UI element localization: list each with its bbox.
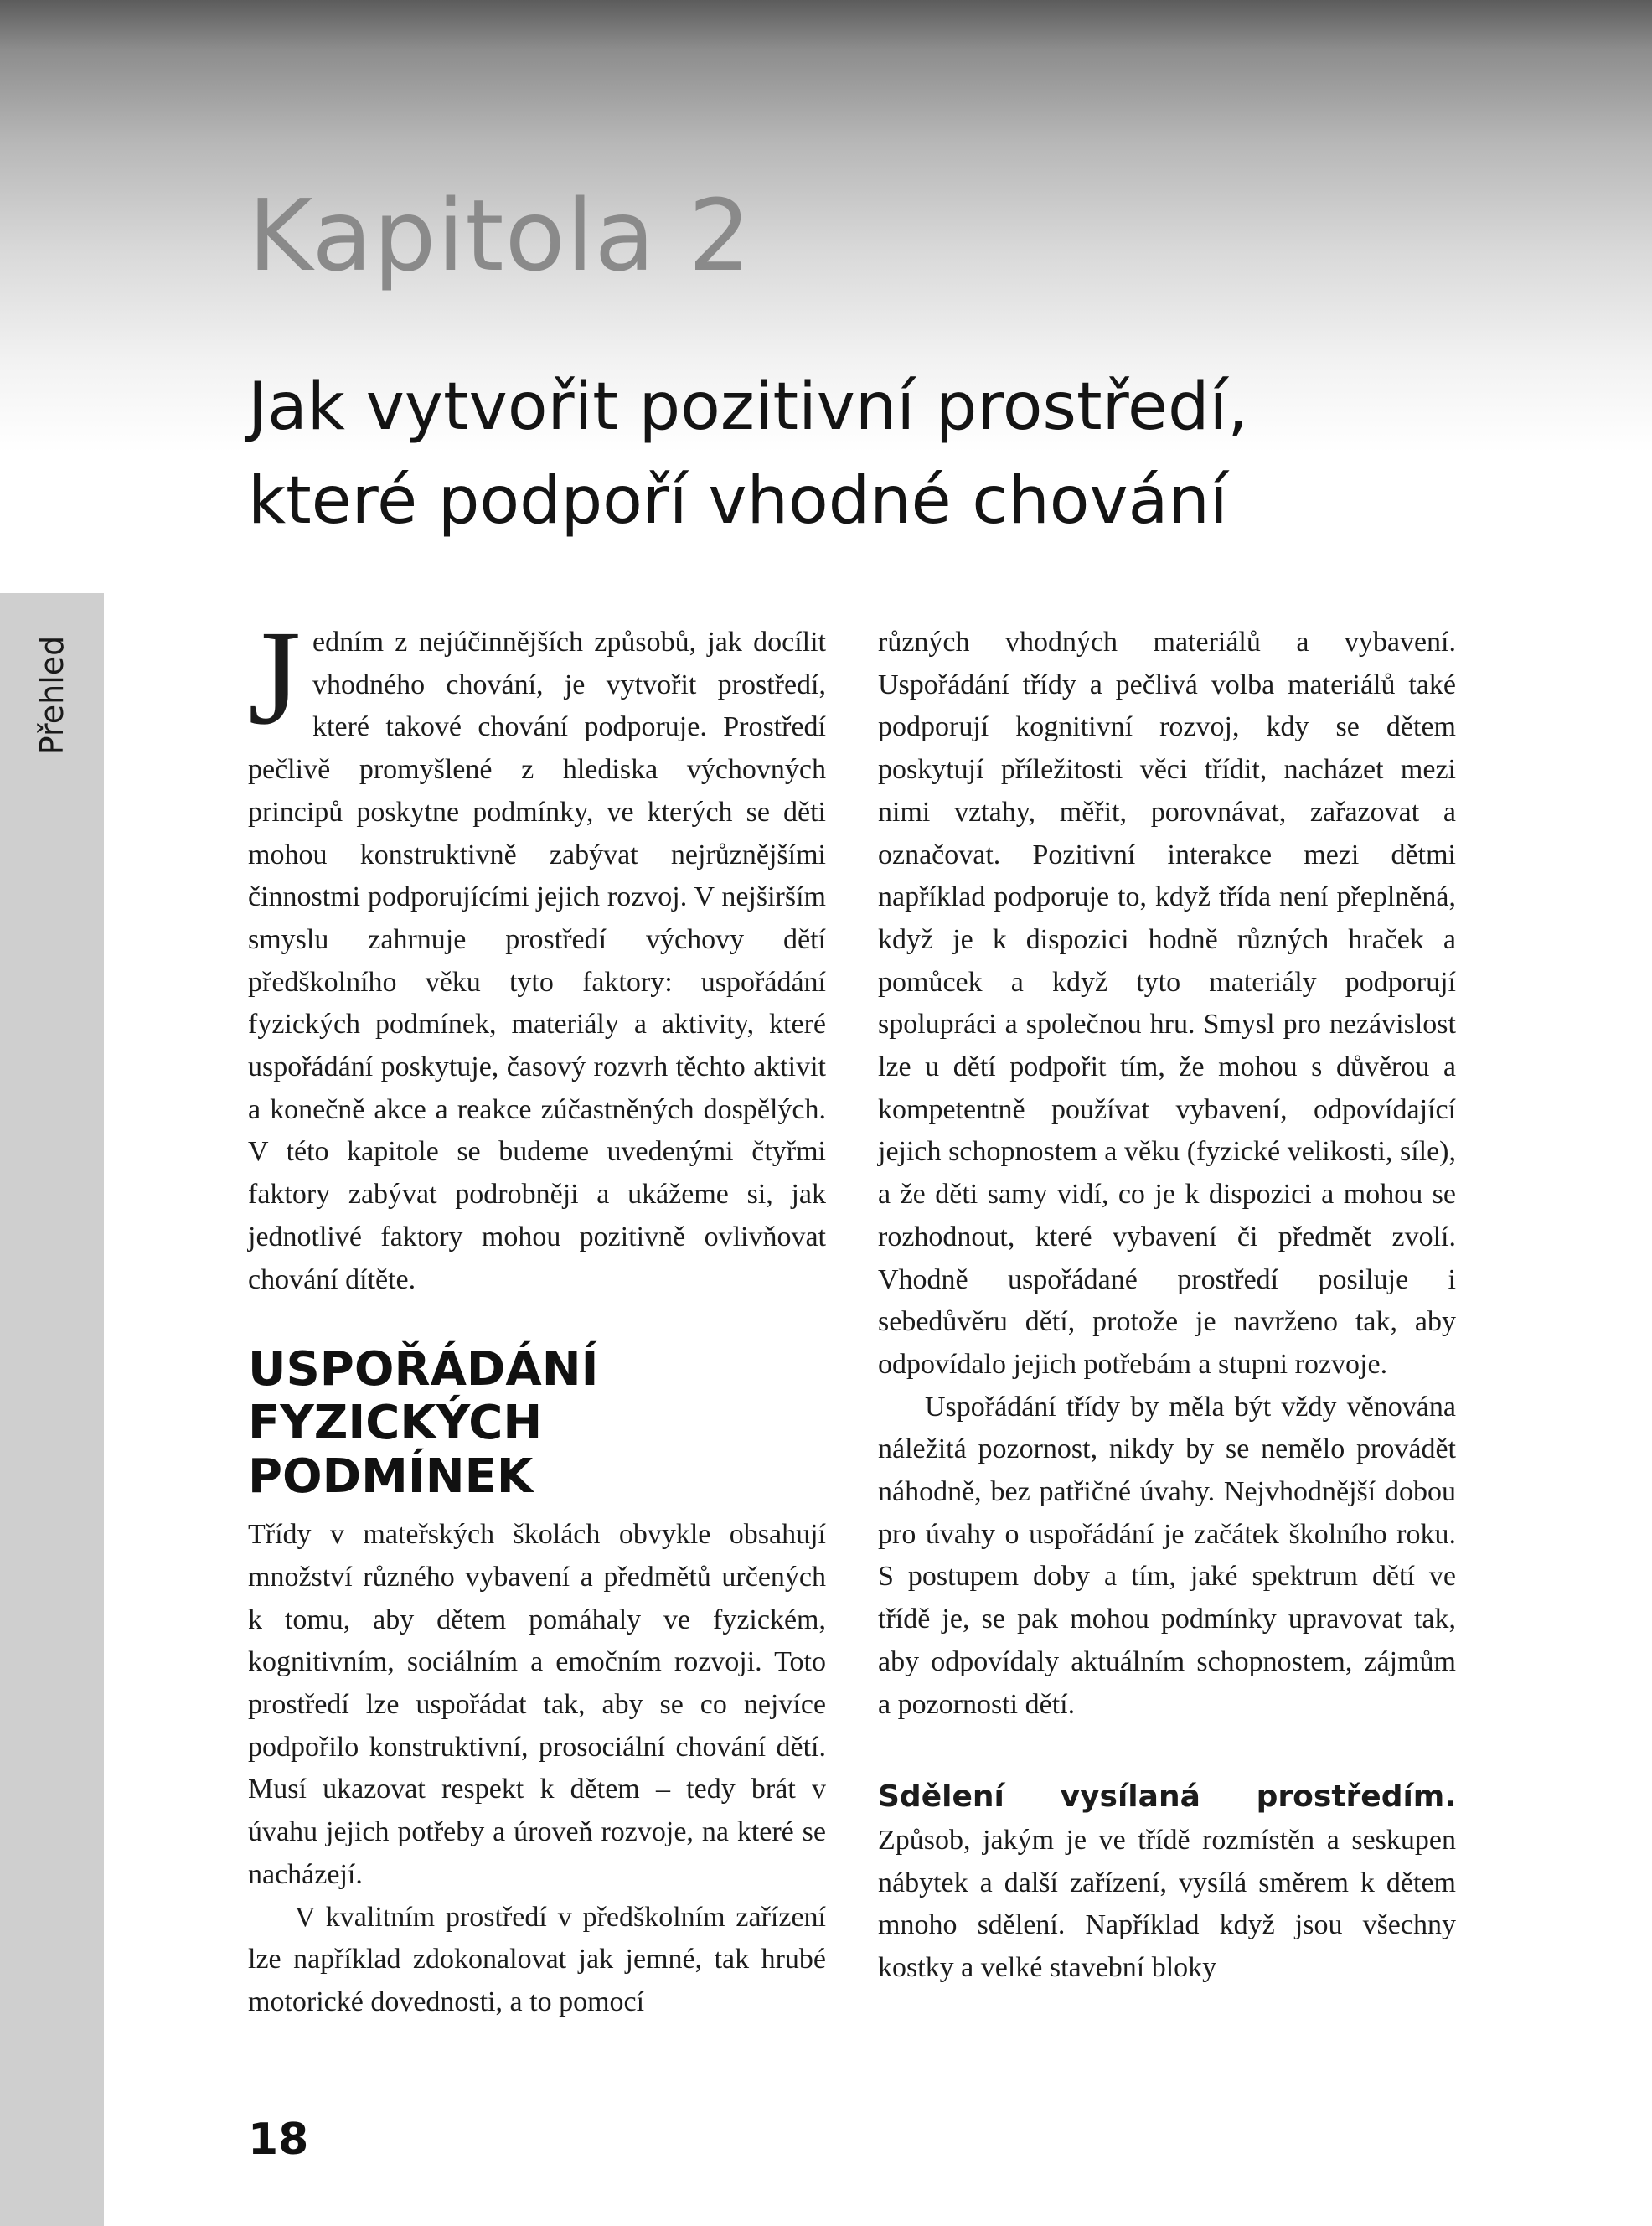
side-tab-label: Přehled <box>34 635 70 756</box>
left-column <box>248 603 826 2024</box>
runin-heading: Sdělení vysílaná prostředím. <box>878 1779 1456 1815</box>
section-heading-line: USPOŘÁDÁNÍ <box>248 1342 599 1397</box>
spacer <box>878 1726 1456 1776</box>
body-paragraph: Třídy v mateřských školách obvykle obsahují množství různého vybavení a předmětů určených k tomu, aby dětem pomáhaly ve fyzickém, kognitivním, sociálním a emočním rozvoji. Toto prostředí lze uspořádat tak, aby se co nejvíce podpořilo konstruktivní, prosociální chování dětí. Musí ukazovat respekt k dětem – tedy brát v úvahu jejich potřeby a úroveň rozvoje, na které se nacházejí. <box>248 1519 826 1890</box>
section-heading-line: FYZICKÝCH <box>248 1396 543 1451</box>
chapter-title-line: Jak vytvořit pozitivní prostředí, <box>248 369 1248 445</box>
body-paragraph: V kvalitním prostředí v předškolním zařízení lze například zdokonalovat jak jemné, tak hrubé motorické dovednosti, a to pomocí <box>248 1901 826 2017</box>
chapter-label: Kapitola 2 <box>248 178 752 293</box>
body-paragraph: různých vhodných materiálů a vybavení. Uspořádání třídy a pečlivá volba materiálů také podporují kognitivní rozvoj, kdy se dětem poskytují příležitosti věci třídit, nacházet mezi nimi vztahy, měřit, porovnávat, zařazovat a označovat. Pozitivní interakce mezi dětmi například podporuje to, když třída není přeplněná, když je k dispozici hodně různých hraček a pomůcek a když tyto materiály podporují spolupráci a společnou hru. Smysl pro nezávislost lze u dětí podpořit tím, že mohou s důvěrou a kompetentně používat vybavení, odpovídající jejich schopnostem a věku (fyzické velikosti, síle), a že děti samy vidí, co je k dispozici a mohou se rozhodnout, které vybavení či předmět zvolí. Vhodně uspořádané prostředí posiluje i sebedůvěru dětí, protože je navrženo tak, aby odpovídalo jejich potřebám a stupni rozvoje. <box>878 627 1456 1380</box>
side-tab <box>0 593 104 2226</box>
body-paragraph-with-runin <box>878 1776 1456 1990</box>
intro-text: edním z nejúčinnějších způsobů, jak docílit vhodného chování, je vytvořit prostředí, které takové chování podporuje. Prostředí pečlivě promyšlené z hlediska výchovných principů poskytne podmínky, ve kterých se děti mohou konstruktivně zabývat nejrůznějšími činnostmi podporujícími jejich rozvoj. V nejširším smyslu zahrnuje prostředí výchovy dětí předškolního věku tyto faktory: uspořádání fyzických podmínek, materiály a aktivity, které uspořádání poskytuje, časový rozvrh těchto aktivit a konečně akce a reakce zúčastněných dospělých. V této kapitole se budeme uvedenými čtyřmi faktory zabývat podrobněji a ukážeme si, jak jednotlivé faktory mohou pozitivně ovlivňovat chování dítěte. <box>248 627 826 1295</box>
runin-text: Způsob, jakým je ve třídě rozmístěn a seskupen nábytek a další zařízení, vysílá směrem k dětem mnoho sdělení. Například když jsou všechny kostky a velké stavební bloky <box>878 1824 1456 1984</box>
chapter-title <box>248 360 1248 548</box>
chapter-title-line: které podpoří vhodné chování <box>248 463 1228 539</box>
intro-paragraph <box>248 603 826 1301</box>
drop-cap: J <box>248 603 302 753</box>
body-paragraph: Uspořádání třídy by měla být vždy věnována náležitá pozornost, nikdy by se nemělo provádět náhodně, bez patřičné úvahy. Nejvhodnější dobou pro úvahy o uspořádání je začátek školního roku. S postupem doby a tím, jaké spektrum dětí ve třídě je, se pak mohou podmínky upravovat tak, aby odpovídaly aktuálním schopnostem, zájmům a pozornosti dětí. <box>878 1391 1456 1720</box>
section-heading <box>248 1343 826 1504</box>
section-heading-line: PODMÍNEK <box>248 1449 534 1505</box>
right-column <box>878 622 1456 1990</box>
page-number: 18 <box>248 2115 309 2165</box>
